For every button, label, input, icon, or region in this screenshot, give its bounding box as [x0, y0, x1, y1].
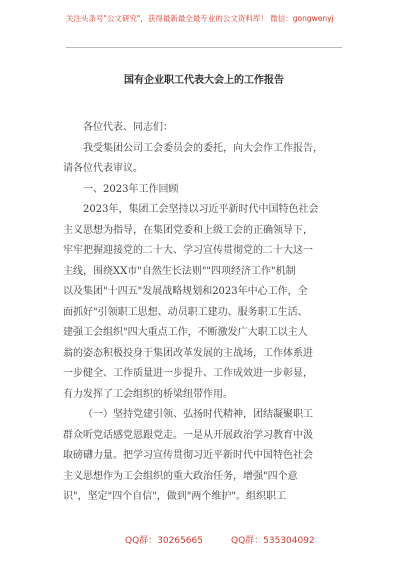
body-line: 面抓好"引领职工思想、动员职工建功、服务职工生活、 [63, 306, 308, 318]
document-body [63, 118, 333, 508]
body-line: 各位代表、同志们： [83, 122, 173, 133]
section-heading: 一、2023年工作回顾 [83, 183, 179, 195]
body-line: 建强工会组织"四大重点工作，不断激发广大职工以主人 [63, 327, 308, 338]
body-line: 请各位代表审议。 [63, 163, 143, 174]
body-line: 群众听党话感党恩跟党走。一是从开展政治学习教育中汲 [63, 429, 313, 441]
footer-qq-group-1: QQ群：30265665 [125, 536, 203, 546]
body-line: 主义思想为指导，在集团党委和上级工会的正确领导下， [63, 224, 313, 236]
body-line: 以及集团"十四五"发展战略规划和2023年中心工作，全 [63, 286, 308, 297]
body-line: 我受集团公司工会委员会的委托，向大会作工作报告， [83, 142, 323, 154]
header-banner: 关注头条号"公文研究"，获得最新最全最专业的公文资料库！ 微信：gongwenyj [66, 14, 334, 23]
header-divider [66, 47, 342, 48]
footer-contacts [125, 533, 343, 546]
body-line: 牢牢把握迎接党的二十大、学习宣传贯彻党的二十大这一 [63, 245, 313, 256]
document-title: 国有企业职工代表大会上的工作报告 [124, 75, 284, 86]
body-line: 翁的姿态积极投身于集团改革发展的主战场，工作体系进 [63, 347, 313, 359]
body-line: 识"，坚定"四个自信"，做到"两个维护"。组织职工 [63, 491, 286, 502]
body-line: 主线，围绕XX市"自然生长法则""四项经济工作"机制 [63, 265, 296, 277]
body-line: 主义思想作为工会组织的重大政治任务，增强"四个意 [63, 470, 298, 482]
body-line: 取磅礴力量。把学习宣传贯彻习近平新时代中国特色社会 [63, 450, 313, 461]
body-line: 2023年，集团工会坚持以习近平新时代中国特色社会 [83, 204, 319, 215]
body-line: （一）坚持党建引领、弘扬时代精神，团结凝聚职工 [83, 409, 313, 420]
footer-qq-group-2: QQ群：535304092 [230, 536, 315, 546]
body-line: 一步健全、工作质量进一步提升、工作成效进一步彰显， [63, 368, 313, 379]
body-line: 有力发挥了工会组织的桥梁纽带作用。 [63, 388, 233, 400]
